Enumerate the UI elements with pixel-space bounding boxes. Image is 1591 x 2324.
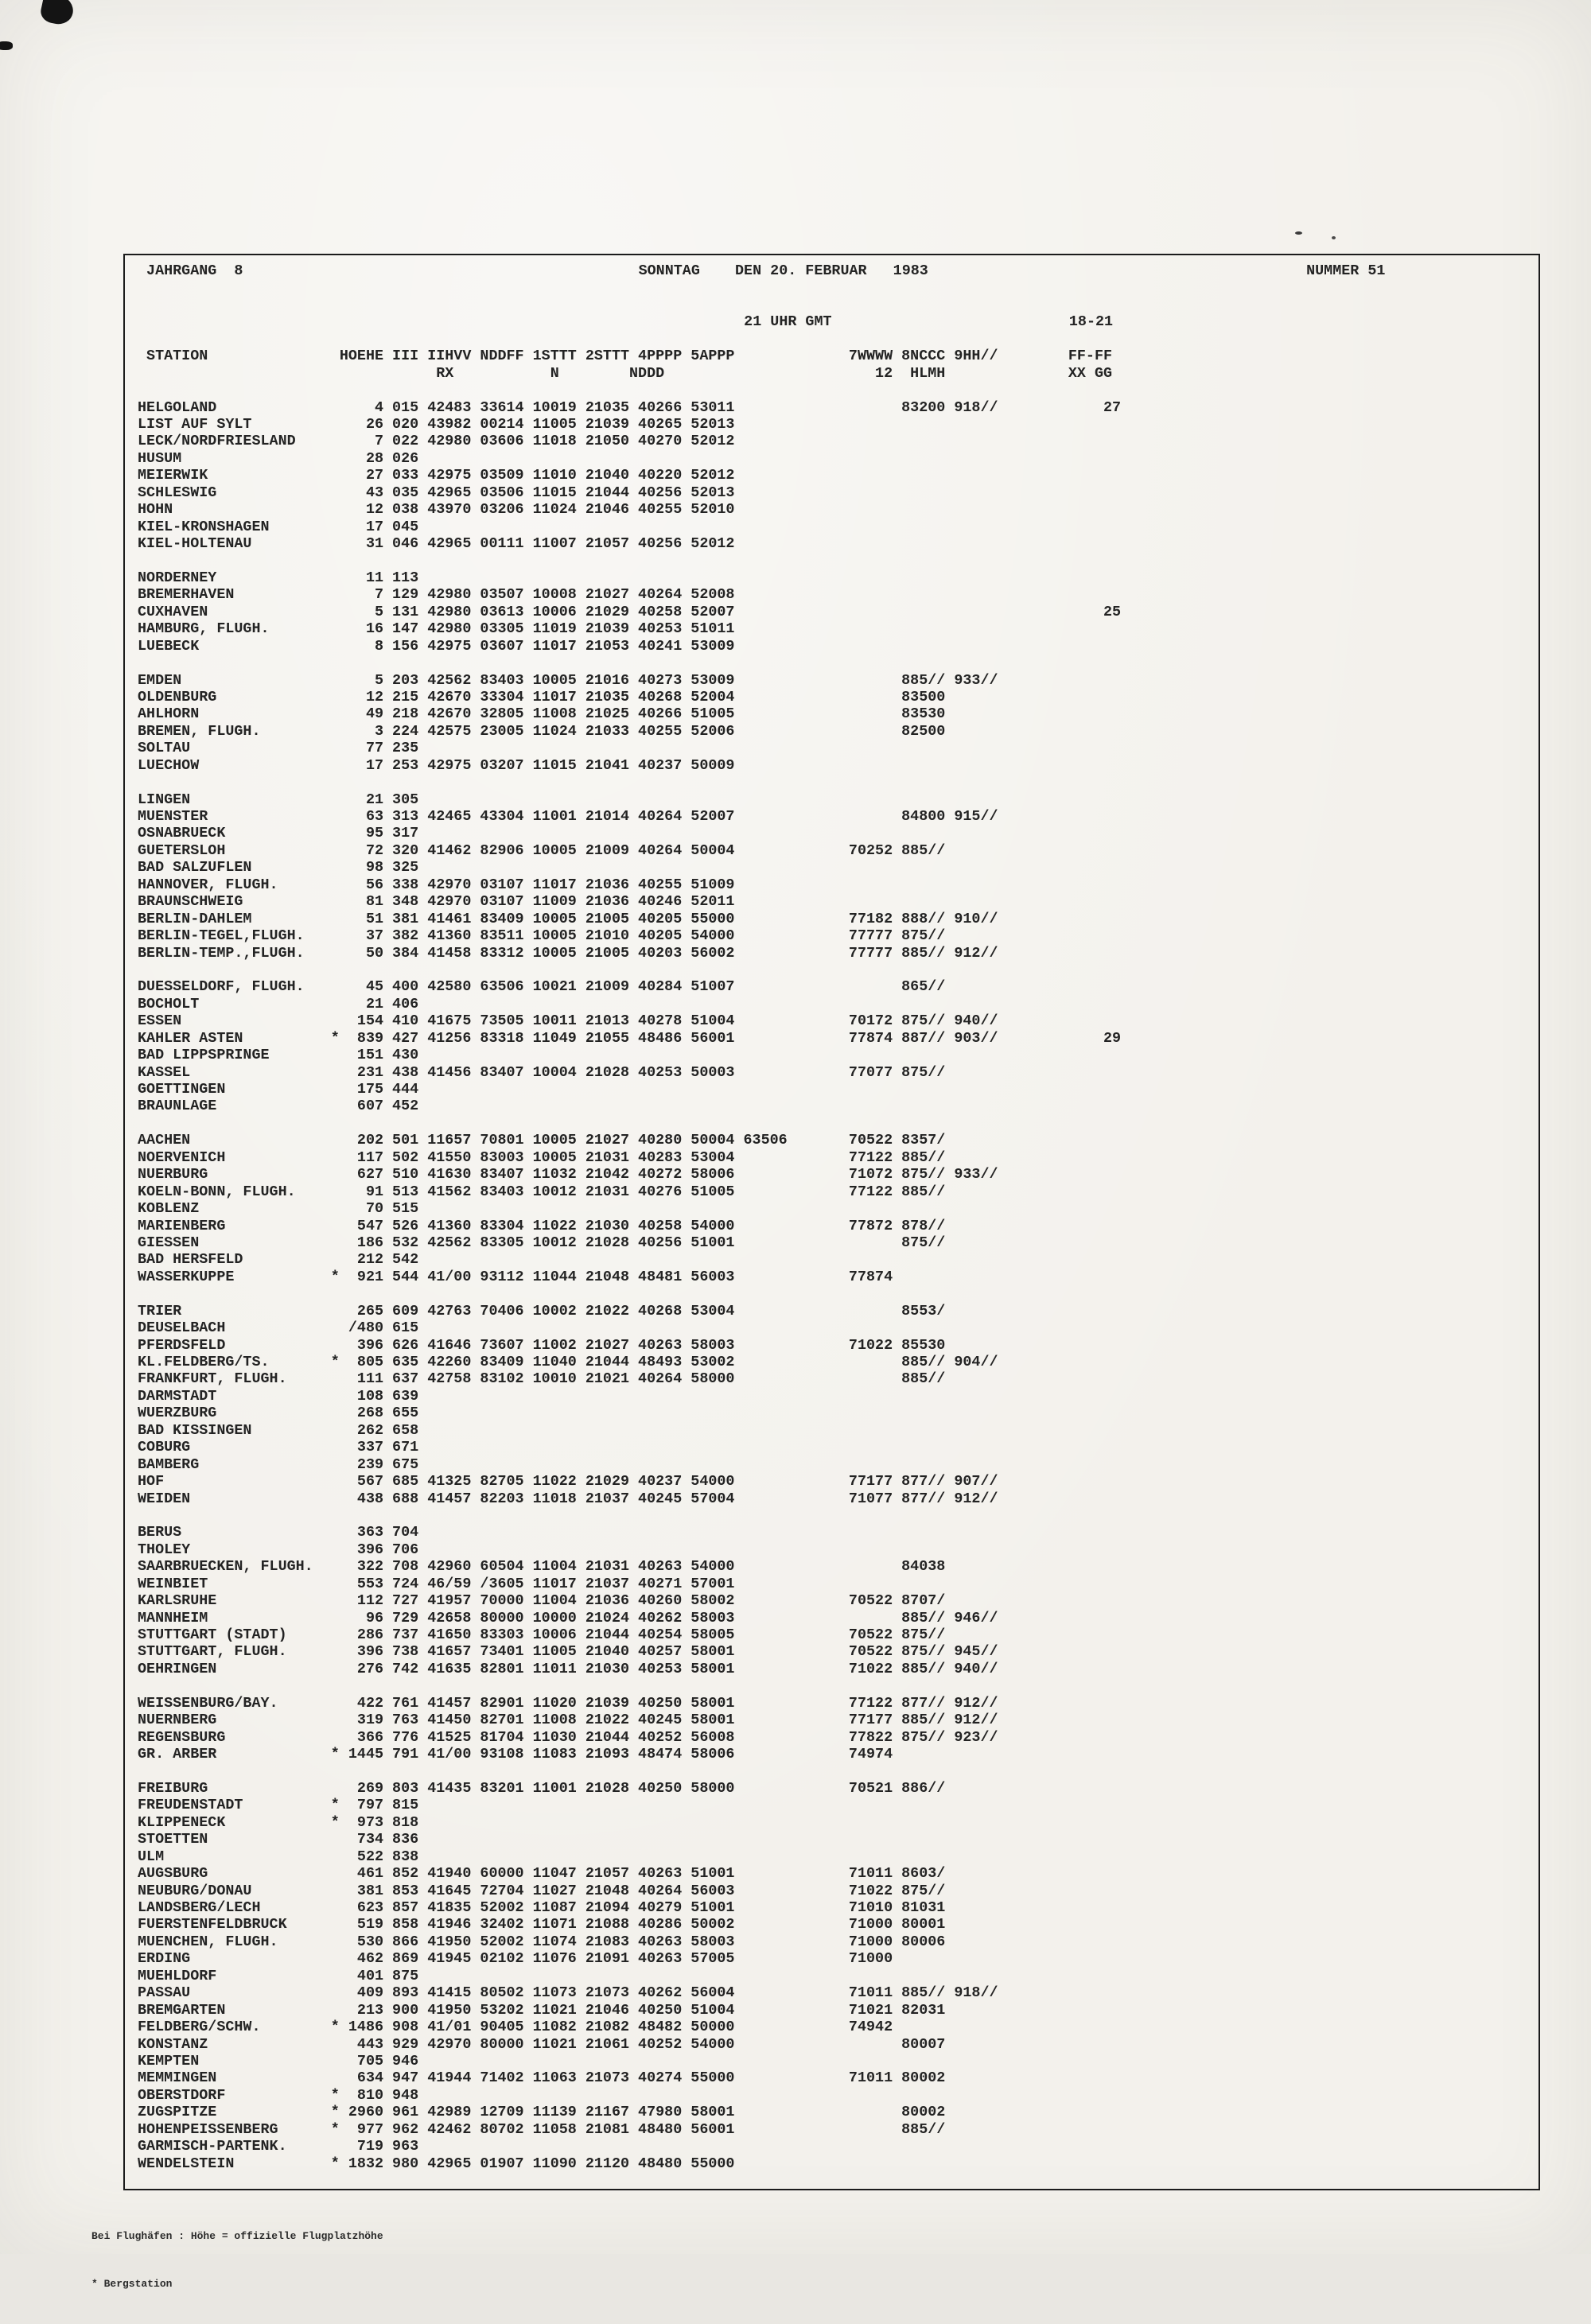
spacer-line (138, 1115, 1562, 1132)
station-row: KIEL-HOLTENAU 31 046 42965 00111 11007 21057 40256 52012 (138, 535, 735, 552)
station-row: BOCHOLT 21 406 (138, 995, 419, 1012)
spacer-line (138, 279, 1562, 296)
station-row: FREUDENSTADT * 797 815 (138, 1797, 419, 1814)
scan-artifact-speck (1295, 231, 1302, 235)
station-row: PFERDSFELD 396 626 41646 73607 11002 21027 40263 58003 71022 85530 (138, 1336, 946, 1354)
station-row: BREMEN, FLUGH. 3 224 42575 23005 11024 21033 40255 52006 82500 (138, 722, 946, 740)
spacer-line (138, 331, 1562, 348)
station-row: STOETTEN 734 836 (138, 1831, 419, 1848)
station-row: MEIERWIK 27 033 42975 03509 11010 21040 40220 52012 (138, 467, 735, 484)
station-row: SAARBRUECKEN, FLUGH. 322 708 42960 60504 11004 21031 40263 54000 84038 (138, 1558, 946, 1576)
station-row: MUEHLDORF 401 875 (138, 1967, 419, 1984)
station-row: TRIER 265 609 42763 70406 10002 21022 40268 53004 8553/ (138, 1302, 946, 1319)
observation-time-label: 21 UHR GMT (744, 313, 832, 331)
station-row: HAMBURG, FLUGH. 16 147 42980 03305 11019 21039 40253 51011 (138, 620, 735, 638)
station-row: MARIENBERG 547 526 41360 83304 11022 21030 40258 54000 77872 878// (138, 1217, 946, 1234)
station-row: THOLEY 396 706 (138, 1541, 419, 1558)
station-row: LANDSBERG/LECH 623 857 41835 52002 11087 21094 40279 51001 71010 81031 (138, 1899, 946, 1916)
station-row: MUENCHEN, FLUGH. 530 866 41950 52002 11074 21083 40263 58003 71000 80006 (138, 1933, 946, 1950)
station-row: KAHLER ASTEN * 839 427 41256 83318 11049 21055 48486 56001 77874 887// 903// 29 (138, 1029, 1122, 1047)
station-row: PASSAU 409 893 41415 80502 11073 21073 40262 56004 71011 885// 918// (138, 1984, 998, 2002)
station-row: WENDELSTEIN * 1832 980 42965 01907 11090 21120 48480 55000 (138, 2155, 735, 2172)
station-row: BERLIN-TEMP.,FLUGH. 50 384 41458 83312 10005 21005 40203 56002 77777 885// 912// (138, 944, 998, 962)
station-row: GR. ARBER * 1445 791 41/00 93108 11083 21093 48474 58006 74974 (138, 1746, 893, 1763)
station-row: REGENSBURG 366 776 41525 81704 11030 21044 40252 56008 77822 875// 923// (138, 1728, 998, 1746)
footnotes (91, 2197, 383, 2324)
station-row: KL.FELDBERG/TS. * 805 635 42260 83409 11040 21044 48493 53002 885// 904// (138, 1354, 998, 1370)
station-row: BRAUNSCHWEIG 81 348 42970 03107 11009 21036 40246 52011 (138, 893, 735, 911)
station-row: MEMMINGEN 634 947 41944 71402 11063 21073 40274 55000 71011 80002 (138, 2069, 946, 2087)
station-row: KIEL-KRONSHAGEN 17 045 (138, 518, 419, 535)
date-label: SONNTAG DEN 20. FEBRUAR 1983 (638, 262, 928, 279)
spacer-line (138, 1677, 1562, 1694)
station-row: DUESSELDORF, FLUGH. 45 400 42580 63506 10021 21009 40284 51007 865// (138, 978, 946, 996)
period-label: 18-21 (1068, 313, 1114, 331)
station-row: NORDERNEY 11 113 (138, 569, 419, 586)
station-row: KASSEL 231 438 41456 83407 10004 21028 40253 50003 77077 875// (138, 1063, 946, 1081)
station-row: ULM 522 838 (138, 1848, 419, 1865)
station-row: HUSUM 28 026 (138, 449, 419, 467)
station-row: BAD LIPPSPRINGE 151 430 (138, 1047, 419, 1064)
station-row: CUXHAVEN 5 131 42980 03613 10006 21029 40258 52007 25 (138, 603, 1122, 620)
station-row: FUERSTENFELDBRUCK 519 858 41946 32402 11071 21088 40286 50002 71000 80001 (138, 1916, 946, 1933)
title-line (138, 262, 1562, 279)
spacer-line (138, 382, 1562, 398)
station-row: SOLTAU 77 235 (138, 740, 419, 757)
station-row: KOBLENZ 70 515 (138, 1200, 419, 1218)
station-row: KLIPPENECK * 973 818 (138, 1813, 419, 1831)
station-row: OSNABRUECK 95 317 (138, 825, 419, 842)
spacer-line (138, 552, 1562, 569)
station-row: WEISSENBURG/BAY. 422 761 41457 82901 11020 21039 40250 58001 77122 877// 912// (138, 1694, 998, 1712)
station-row: GOETTINGEN 175 444 (138, 1081, 419, 1098)
station-row: LUECHOW 17 253 42975 03207 11015 21041 40237 50009 (138, 756, 735, 774)
station-row: DEUSELBACH /480 615 (138, 1319, 419, 1337)
column-header-row-1: STATION HOEHE III IIHVV NDDFF 1STTT 2STTT 4PPPP 5APPP 7WWWW 8NCCC 9HH// FF-FF (138, 348, 1113, 365)
spacer-line (138, 1507, 1562, 1524)
station-row: FRANKFURT, FLUGH. 111 637 42758 83102 10010 21021 40264 58000 885// (138, 1370, 946, 1388)
station-row: AUGSBURG 461 852 41940 60000 11047 21057 40263 51001 71011 8603/ (138, 1865, 946, 1883)
station-row: NEUBURG/DONAU 381 853 41645 72704 11027 21048 40264 56003 71022 875// (138, 1882, 946, 1899)
station-row: LIST AUF SYLT 26 020 43982 00214 11005 21039 40265 52013 (138, 415, 735, 433)
station-row: BREMERHAVEN 7 129 42980 03507 10008 21027 40264 52008 (138, 586, 735, 604)
station-row: AACHEN 202 501 11657 70801 10005 21027 40280 50004 63506 70522 8357/ (138, 1132, 946, 1149)
station-row: OEHRINGEN 276 742 41635 82801 11011 21030 40253 58001 71022 885// 940// (138, 1660, 998, 1677)
station-row: FELDBERG/SCHW. * 1486 908 41/01 90405 11082 21082 48482 50000 74942 (138, 2019, 893, 2036)
station-row: OLDENBURG 12 215 42670 33304 11017 21035 40268 52004 83500 (138, 688, 946, 705)
station-row: KEMPTEN 705 946 (138, 2052, 419, 2069)
station-row: KARLSRUHE 112 727 41957 70000 11004 21036 40260 58002 70522 8707/ (138, 1592, 946, 1610)
station-row: HOHENPEISSENBERG * 977 962 42462 80702 11058 21081 48480 56001 885// (138, 2120, 946, 2138)
station-row: BERUS 363 704 (138, 1524, 419, 1541)
station-row: ZUGSPITZE * 2960 961 42989 12709 11139 21167 47980 58001 80002 (138, 2104, 946, 2121)
station-row: WASSERKUPPE * 921 544 41/00 93112 11044 21048 48481 56003 77874 (138, 1268, 893, 1285)
issue-number-label: NUMMER 51 (1306, 262, 1386, 279)
station-row: WEIDEN 438 688 41457 82203 11018 21037 40245 57004 71077 877// 912// (138, 1490, 998, 1507)
station-row: BAD SALZUFLEN 98 325 (138, 859, 419, 876)
station-row: GARMISCH-PARTENK. 719 963 (138, 2138, 419, 2155)
station-row: BRAUNLAGE 607 452 (138, 1098, 419, 1115)
station-row: WUERZBURG 268 655 (138, 1405, 419, 1422)
spacer-line (138, 962, 1562, 978)
scan-artifact-blot (39, 0, 76, 27)
spacer-line (138, 297, 1562, 313)
station-row: COBURG 337 671 (138, 1439, 419, 1456)
station-row: STUTTGART (STADT) 286 737 41650 83303 10006 21044 40254 58005 70522 875// (138, 1626, 946, 1643)
station-row: HANNOVER, FLUGH. 56 338 42970 03107 11017 21036 40255 51009 (138, 876, 735, 893)
station-row: HELGOLAND 4 015 42483 33614 10019 21035 40266 53011 83200 918// 27 (138, 398, 1122, 416)
station-row: GUETERSLOH 72 320 41462 82906 10005 21009 40264 50004 70252 885// (138, 841, 946, 859)
station-row: BREMGARTEN 213 900 41950 53202 11021 21046 40250 51004 71021 82031 (138, 2001, 946, 2019)
station-row: WEINBIET 553 724 46/59 /3605 11017 21037 40271 57001 (138, 1575, 735, 1592)
station-row: GIESSEN 186 532 42562 83305 10012 21028 40256 51001 875// (138, 1234, 946, 1251)
station-row: MANNHEIM 96 729 42658 80000 10000 21024 40262 58003 885// 946// (138, 1609, 998, 1626)
station-table (138, 399, 1562, 2173)
spacer-line (138, 1285, 1562, 1302)
station-row: AHLHORN 49 218 42670 32805 11008 21025 40266 51005 83530 (138, 705, 946, 723)
station-row: MUENSTER 63 313 42465 43304 11001 21014 40264 52007 84800 915// (138, 808, 998, 825)
station-row: KOELN-BONN, FLUGH. 91 513 41562 83403 10012 21031 40276 51005 77122 885// (138, 1183, 946, 1200)
jahrgang-label: JAHRGANG 8 (146, 262, 243, 279)
station-row: BAMBERG 239 675 (138, 1455, 419, 1473)
station-row: BERLIN-TEGEL,FLUGH. 37 382 41360 83511 10005 21010 40205 54000 77777 875// (138, 927, 946, 945)
spacer-line (138, 774, 1562, 791)
column-header-row-2: RX N NDDD 12 HLMH XX GG (138, 364, 1113, 382)
station-row: BERLIN-DAHLEM 51 381 41461 83409 10005 21005 40205 55000 77182 888// 910// (138, 910, 998, 927)
station-row: ESSEN 154 410 41675 73505 10011 21013 40278 51004 70172 875// 940// (138, 1012, 998, 1030)
spacer-line (138, 1763, 1562, 1780)
footnote-bergstation: * Bergstation (91, 2278, 173, 2290)
station-row: LECK/NORDFRIESLAND 7 022 42980 03606 11018 21050 40270 52012 (138, 433, 735, 450)
station-row: EMDEN 5 203 42562 83403 10005 21016 40273 53009 885// 933// (138, 671, 998, 689)
station-row: STUTTGART, FLUGH. 396 738 41657 73401 11005 21040 40257 58001 70522 875// 945// (138, 1643, 998, 1661)
station-row: NUERBURG 627 510 41630 83407 11032 21042 40272 58006 71072 875// 933// (138, 1166, 998, 1183)
spacer-line (138, 655, 1562, 671)
scan-artifact-speck (1332, 236, 1336, 239)
station-row: OBERSTDORF * 810 948 (138, 2086, 419, 2104)
station-row: DARMSTADT 108 639 (138, 1387, 419, 1405)
station-row: HOHN 12 038 43970 03206 11024 21046 40255 52010 (138, 501, 735, 519)
station-row: HOF 567 685 41325 82705 11022 21029 40237 54000 77177 877// 907// (138, 1473, 998, 1490)
station-row: LINGEN 21 305 (138, 791, 419, 808)
scan-artifact-dash (0, 41, 13, 50)
station-row: NOERVENICH 117 502 41550 83003 10005 21031 40283 53004 77122 885// (138, 1148, 946, 1166)
time-line (138, 313, 1562, 330)
station-row: BAD KISSINGEN 262 658 (138, 1421, 419, 1439)
weather-bulletin (138, 262, 1562, 2172)
station-row: LUEBECK 8 156 42975 03607 11017 21053 40241 53009 (138, 637, 735, 655)
station-row: BAD HERSFELD 212 542 (138, 1251, 419, 1269)
station-row: FREIBURG 269 803 41435 83201 11001 21028 40250 58000 70521 886// (138, 1779, 946, 1797)
station-row: KONSTANZ 443 929 42970 80000 11021 21061 40252 54000 80007 (138, 2035, 946, 2053)
station-row: ERDING 462 869 41945 02102 11076 21091 40263 57005 71000 (138, 1950, 893, 1968)
station-row: NUERNBERG 319 763 41450 82701 11008 21022 40245 58001 77177 885// 912// (138, 1712, 998, 1729)
footnote-airport-height: Bei Flughäfen : Höhe = offizielle Flugplatzhöhe (91, 2230, 383, 2242)
station-row: SCHLESWIG 43 035 42965 03506 11015 21044 40256 52013 (138, 484, 735, 501)
